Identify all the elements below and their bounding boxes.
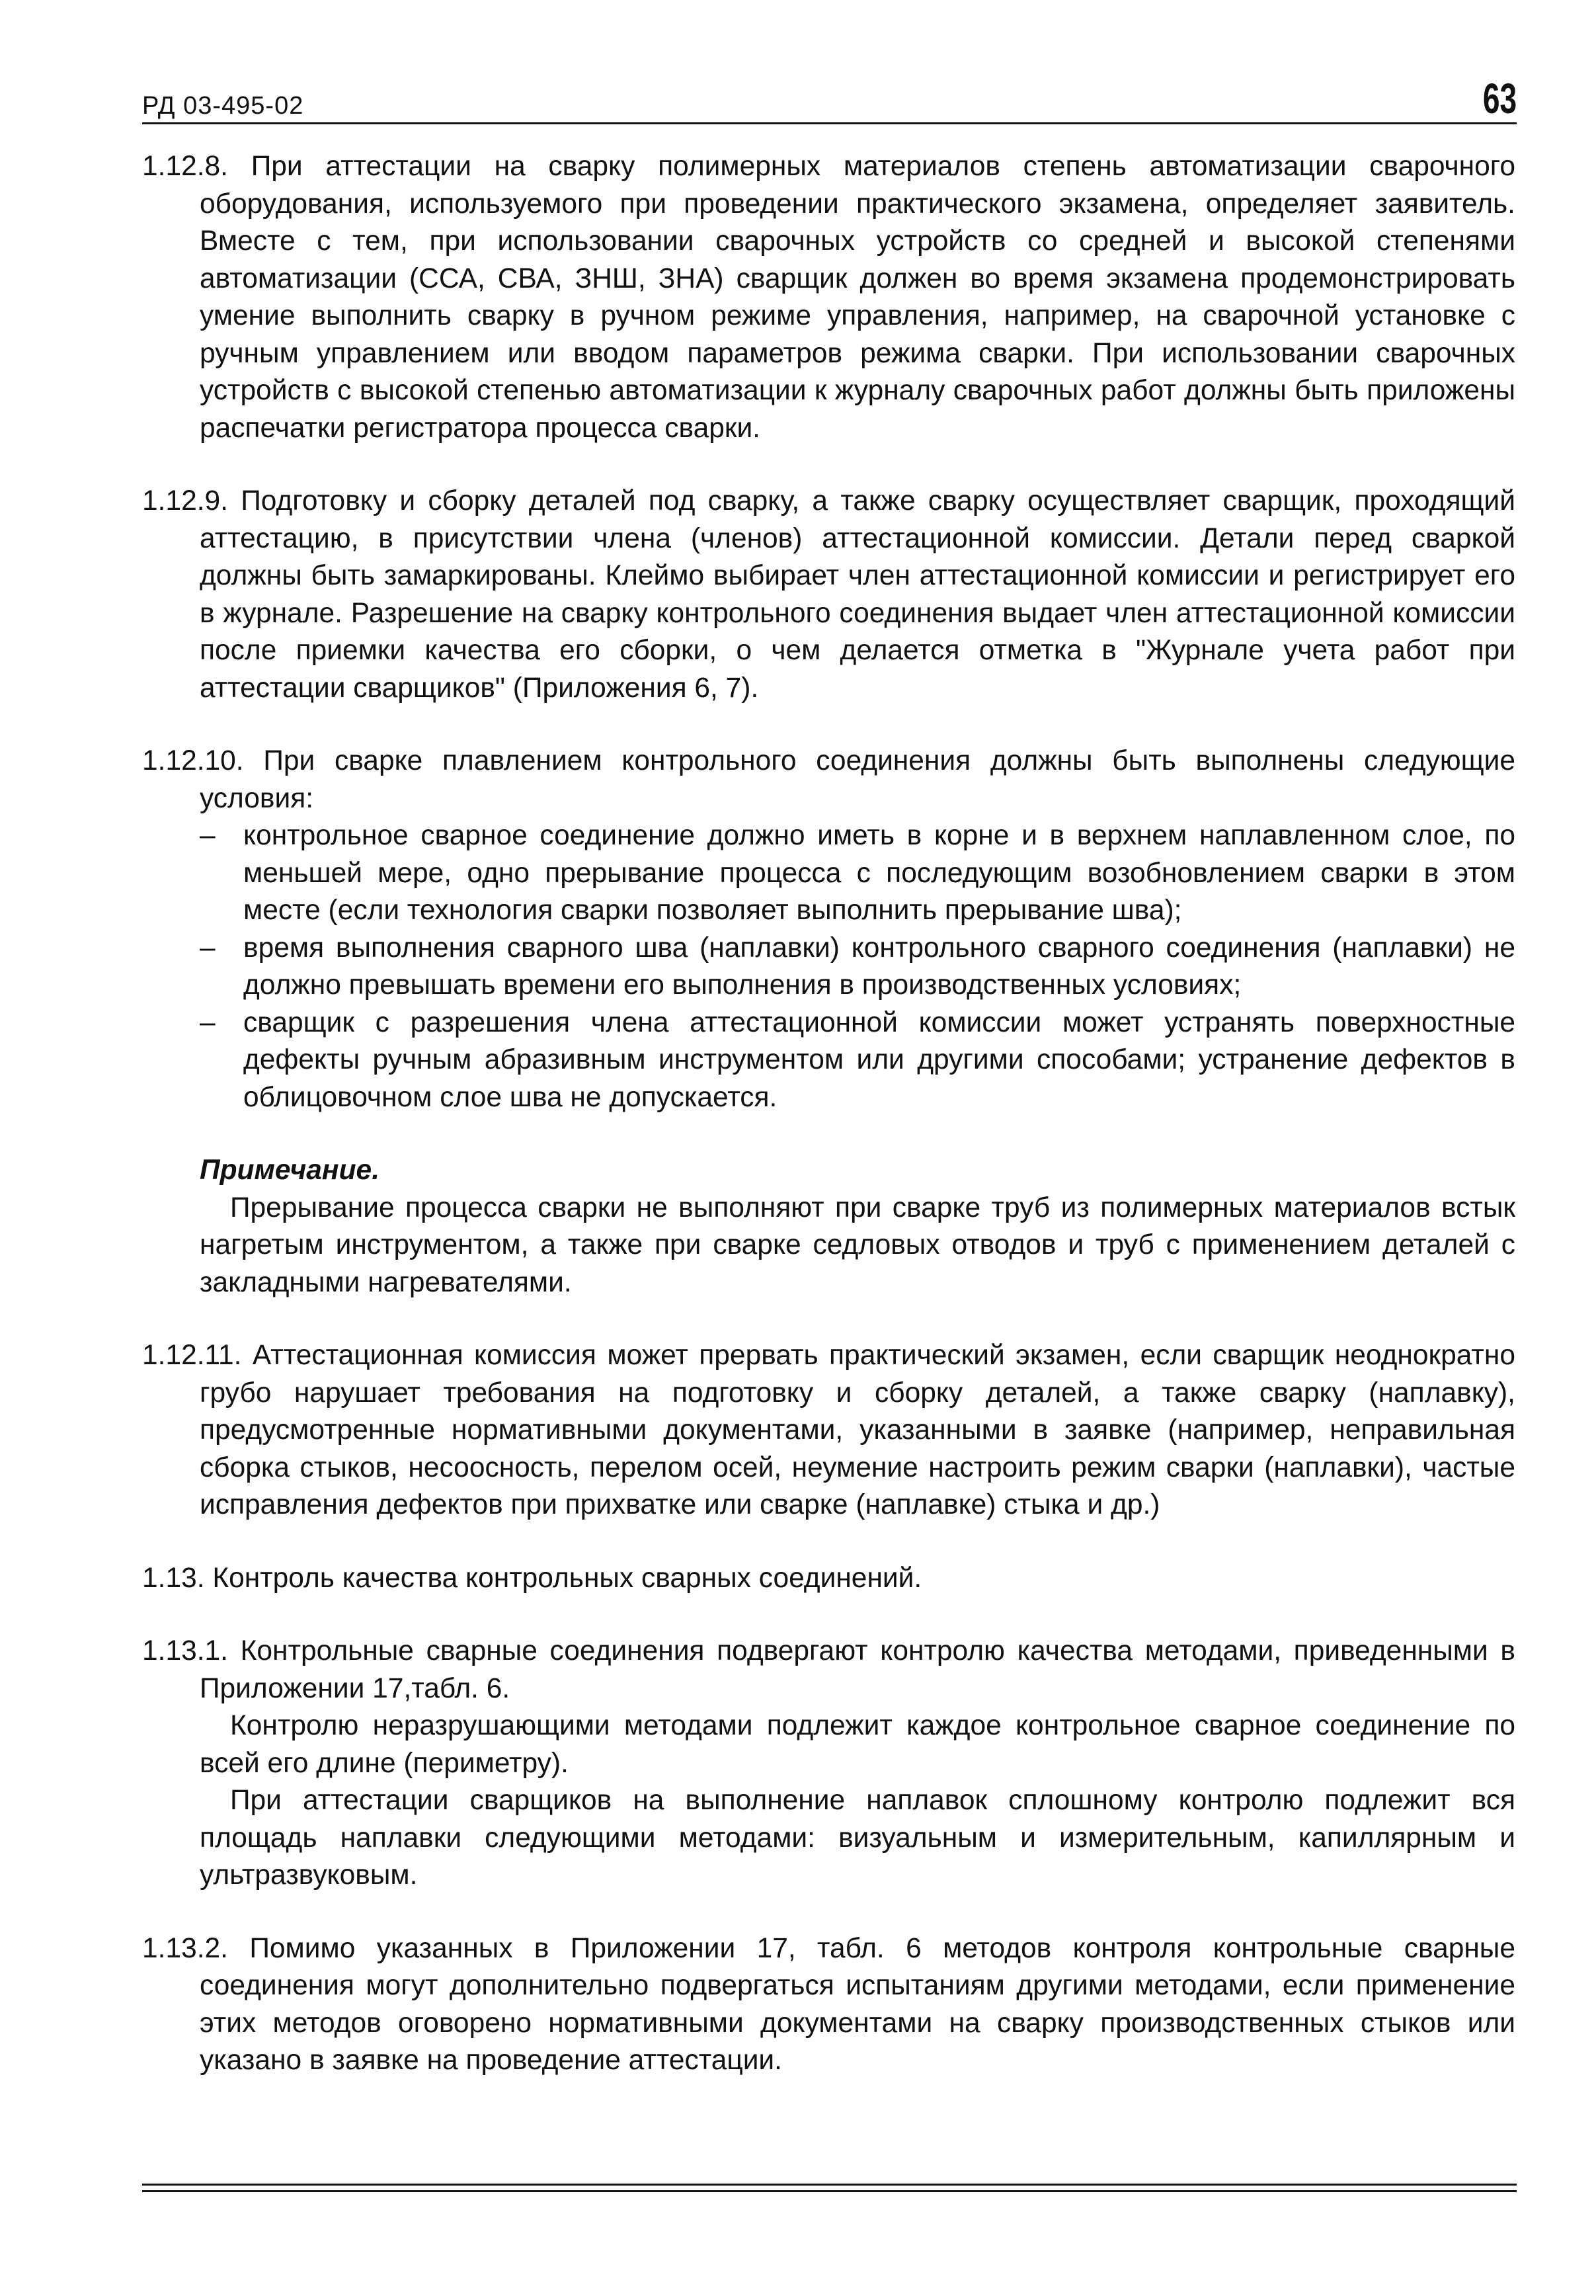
clause-number: 1.13.1. (142, 1635, 228, 1666)
clause-1-12-11 (142, 1337, 1515, 1524)
clause-paragraph: Контролю неразрушающими методами подлежит каждое контрольное сварное соединение по всей его длине (периметру). (200, 1710, 1515, 1779)
bullet-dash: – (200, 1006, 216, 1038)
clause-1-13 (142, 1560, 1515, 1598)
conditions-list (142, 817, 1515, 1116)
clause-text: Аттестационная комиссия может прервать практический экзамен, если сварщик неоднократно грубо нарушает требования на подготовку и сборку деталей, а также сварку (наплавку), предусмотренные нормативными документами, указанными в заявке (например, неправильная сборка стыков, несоосность, перелом осей, неумение настроить режим сварки (наплавки), частые исправления дефектов при прихватке или сварке (наплавке) стыка и др.) (200, 1340, 1516, 1520)
list-item-text: сварщик с разрешения члена аттестационной комиссии может устранять поверхностные дефекты ручным абразивным инструментом или другими способами; устранение дефектов в облицовочном слое шва не допускается. (243, 1006, 1515, 1113)
clause-text: Контрольные сварные соединения подвергают контролю качества методами, приведенными в Приложении 17,табл. 6. (200, 1635, 1515, 1704)
note-text: Прерывание процесса сварки не выполняют при сварке труб из полимерных материалов встык нагретым инструментом, а также при сварке седловых отводов и труб с применением деталей с закладными нагревателями. (200, 1192, 1515, 1298)
clause-1-12-8 (142, 148, 1515, 447)
bullet-dash: – (200, 932, 216, 964)
page-number: 63 (1482, 75, 1517, 122)
footer-rule (142, 2190, 1517, 2192)
clause-number: 1.12.9. (142, 485, 228, 516)
clause-number: 1.12.10. (142, 745, 244, 776)
clause-number: 1.12.11. (142, 1340, 242, 1371)
clause-text: Контроль качества контрольных сварных соединений. (212, 1562, 922, 1594)
footer-rule (142, 2184, 1517, 2186)
header-rule (142, 122, 1517, 124)
document-code: РД 03-495-02 (142, 92, 304, 120)
clause-text: Подготовку и сборку деталей под сварку, а также сварку осуществляет сварщик, проходящий аттестацию, в присутствии члена (членов) аттестационной комиссии. Детали перед сваркой должны быть замаркированы. Клеймо выбирает член аттестационной комиссии и регистрирует его в журнале. Разрешение на сварку контрольного соединения выдает член аттестационной комиссии после приемки качества его сборки, о чем делается отметка в "Журнале учета работ при аттестации сварщиков" (Приложения 6, 7). (200, 485, 1515, 704)
clause-1-13-2 (142, 1930, 1515, 2080)
clause-1-12-9 (142, 483, 1515, 707)
list-item-text: время выполнения сварного шва (наплавки) контрольного сварного соединения (наплавки) не должно превышать времени его выполнения в производственных условиях; (243, 932, 1515, 1001)
clause-text: При сварке плавлением контрольного соединения должны быть выполнены следующие условия: (200, 745, 1516, 814)
list-item (200, 817, 1515, 930)
note-block (142, 1152, 1515, 1301)
page-header (142, 75, 1517, 124)
clause-text: При аттестации на сварку полимерных материалов степень автоматизации сварочного оборудования, используемого при проведении практического экзамена, определяет заявитель. Вместе с тем, при использовании сварочных устройств со средней и высокой степенями автоматизации (ССА, СВА, ЗНШ, ЗНА) сварщик должен во время экзамена продемонстрировать умение выполнить сварку в ручном режиме управления, например, на сварочной установке с ручным управлением или вводом параметров режима сварки. При использовании сварочных устройств с высокой степенью автоматизации к журналу сварочных работ должны быть приложены распечатки регистратора процесса сварки. (200, 151, 1515, 444)
clause-1-13-1 (142, 1633, 1515, 1707)
list-item (200, 1004, 1515, 1117)
page-content (142, 148, 1515, 2080)
clause-number: 1.12.8. (142, 151, 228, 182)
list-item (200, 930, 1515, 1004)
clause-1-12-10 (142, 743, 1515, 817)
clause-number: 1.13.2. (142, 1932, 228, 1964)
clause-text: Помимо указанных в Приложении 17, табл. 6 методов контроля контрольные сварные соединения могут дополнительно подвергаться испытаниям другими методами, если применение этих методов оговорено нормативными документами на сварку производственных стыков или указано в заявке на проведение аттестации. (200, 1932, 1515, 2076)
clause-number: 1.13. (142, 1562, 205, 1594)
note-title: Примечание. (200, 1155, 379, 1186)
clause-paragraph: При аттестации сварщиков на выполнение наплавок сплошному контролю подлежит вся площадь наплавки следующими методами: визуальным и измерительным, капиллярным и ультразвуковым. (200, 1785, 1515, 1891)
list-item-text: контрольное сварное соединение должно иметь в корне и в верхнем наплавленном слое, по меньшей мере, одно прерывание процесса с последующим возобновлением сварки в этом месте (если технология сварки позволяет выполнить прерывание шва); (243, 820, 1515, 926)
bullet-dash: – (200, 820, 216, 851)
